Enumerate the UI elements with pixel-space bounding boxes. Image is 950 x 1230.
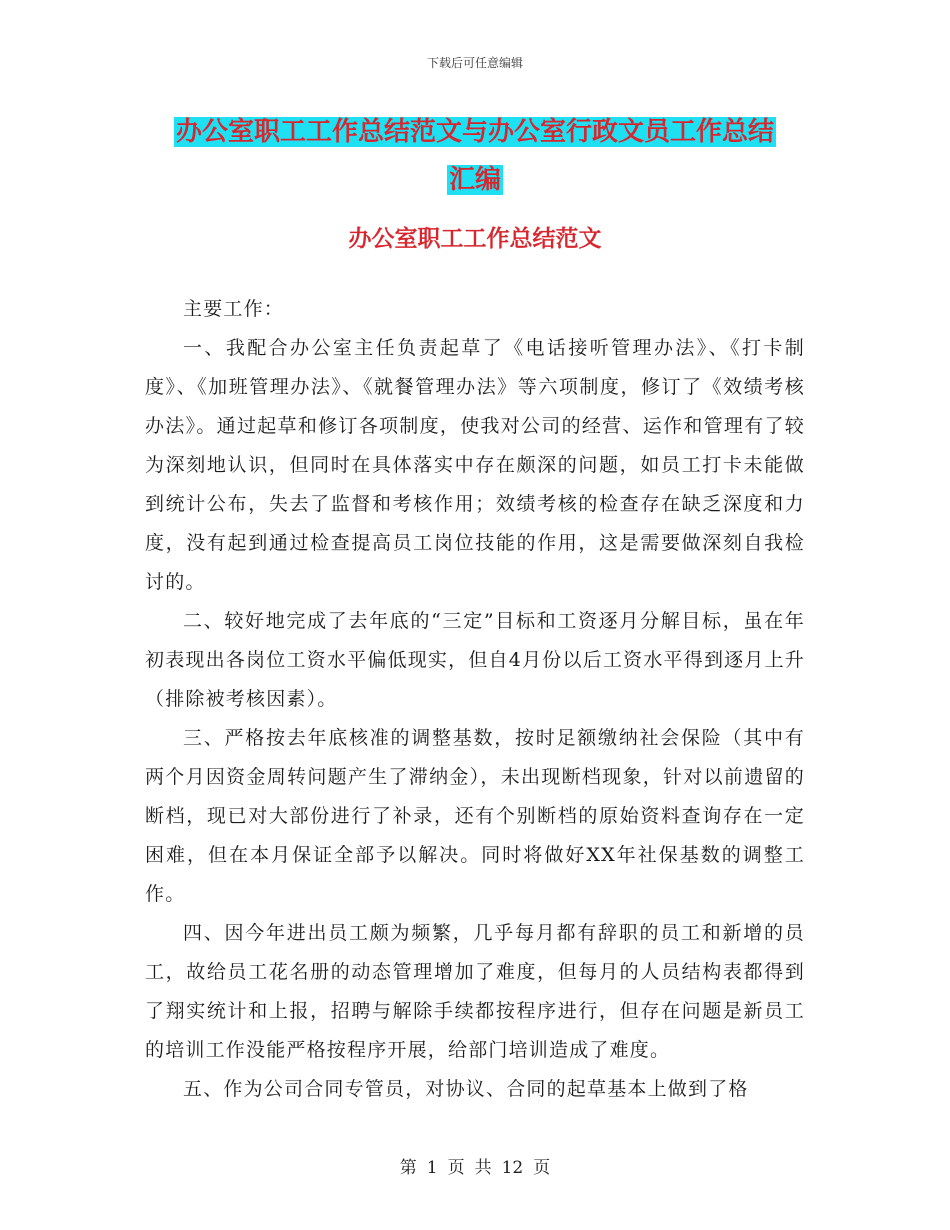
header-note: 下载后可任意编辑 [426, 56, 523, 70]
footer-di: 第 [399, 1158, 417, 1178]
paragraph: 三、严格按去年底核准的调整基数，按时足额缴纳社会保险（其中有两个月因资金周转问题产生了滞纳金），未出现断档现象，针对以前遗留的断档，现已对大部份进行了补录，还有个别断档的原始资料查询存在一定困难，但在本月保证全部予以解决。同时将做好XX年社保基数的调整工作。 [145, 727, 805, 905]
footer-total-pages: 12 [501, 1158, 524, 1178]
main-title-line1: 办公室职工工作总结范文与办公室行政文员工作总结 [175, 117, 774, 147]
paragraph: 五、作为公司合同专管员，对协议、合同的起草基本上做到了格 [183, 1078, 749, 1100]
body-text [145, 290, 805, 1109]
footer-ye: 页 [533, 1158, 551, 1178]
paragraph: 一、我配合办公室主任负责起草了《电话接听管理办法》、《打卡制度》、《加班管理办法》、《就餐管理办法》等六项制度，修订了《效绩考核办法》。通过起草和修订各项制度，使我对公司的经营、运作和管理有了较为深刻地认识，但同时在具体落实中存在颇深的问题，如员工打卡未能做到统计公布，失去了监督和考核作用；效绩考核的检查存在缺乏深度和力度，没有起到通过检查提高员工岗位技能的作用，这是需要做深刻自我检讨的。 [145, 337, 805, 593]
paragraph: 二、较好地完成了去年底的“三定”目标和工资逐月分解目标，虽在年初表现出各岗位工资水平偏低现实，但自4月份以后工资水平得到逐月上升（排除被考核因素）。 [145, 610, 805, 710]
paragraph: 主要工作： [183, 298, 285, 320]
page-footer [0, 1153, 950, 1178]
paragraph: 四、因今年进出员工颇为频繁，几乎每月都有辞职的员工和新增的员工，故给员工花名册的动态管理增加了难度，但每月的人员结构表都得到了翔实统计和上报，招聘与解除手续都按程序进行，但存在问题是新员工的培训工作没能严格按程序开展，给部门培训造成了难度。 [145, 922, 805, 1061]
main-title [150, 108, 800, 204]
footer-ye: 页 [447, 1158, 465, 1178]
main-title-line2: 汇编 [448, 165, 501, 195]
footer-page-number: 1 [426, 1158, 438, 1178]
footer-gong: 共 [474, 1158, 492, 1178]
section-title: 办公室职工工作总结范文 [348, 226, 602, 252]
